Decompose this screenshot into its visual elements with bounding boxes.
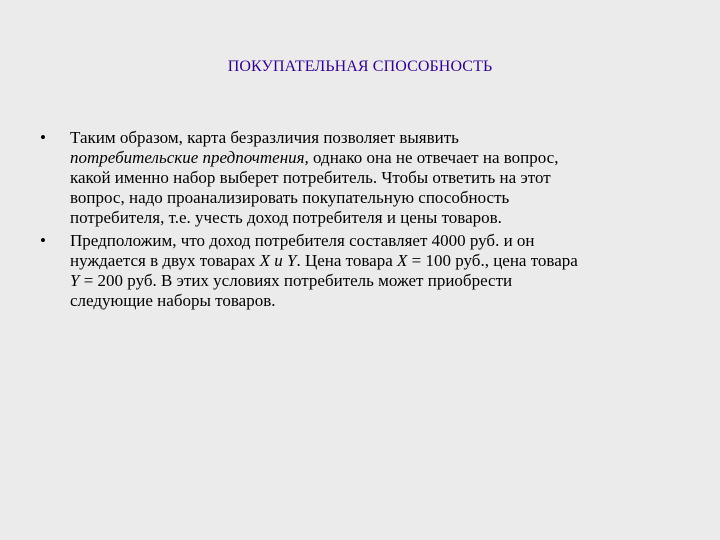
text-line: [70, 271, 684, 291]
text-run: вопрос, надо проанализировать покупательную способность: [70, 188, 510, 207]
text-line: [70, 208, 684, 228]
text-run: однако она не отвечает на вопрос,: [308, 148, 559, 167]
text-run: Таким образом, карта безразличия позволяет выявить: [70, 128, 459, 147]
text-line: [70, 188, 684, 208]
text-line: [70, 128, 684, 148]
text-line: [70, 291, 684, 311]
italic-term: X: [397, 251, 408, 270]
bullet-marker: •: [40, 128, 46, 147]
text-run: = 200 руб. В этих условиях потребитель может приобрести: [79, 271, 513, 290]
italic-term: потребительские предпочтения,: [70, 148, 309, 167]
text-line: [70, 148, 684, 168]
text-line: [70, 251, 684, 271]
text-run: потребителя, т.е. учесть доход потребителя и цены товаров.: [70, 208, 502, 227]
bullet-item-2: [34, 231, 684, 311]
text-line: [70, 231, 684, 251]
text-run: какой именно набор выберет потребитель. Чтобы ответить на этот: [70, 168, 551, 187]
bullet-text: [70, 231, 684, 311]
text-run: нуждается в двух товарах: [70, 251, 260, 270]
bullet-text: [70, 128, 684, 228]
italic-term: Y: [70, 271, 80, 290]
slide-title: ПОКУПАТЕЛЬНАЯ СПОСОБНОСТЬ: [227, 58, 493, 75]
bullet-item-1: [34, 128, 684, 228]
text-line: [70, 168, 684, 188]
text-run: Предположим, что доход потребителя составляет 4000 руб. и он: [70, 231, 535, 250]
text-run: следующие наборы товаров.: [70, 291, 276, 310]
slide-body: [34, 128, 684, 314]
italic-term: X и Y: [259, 251, 297, 270]
text-run: = 100 руб., цена товара: [407, 251, 578, 270]
text-run: . Цена товара: [296, 251, 398, 270]
bullet-marker: •: [40, 231, 46, 250]
